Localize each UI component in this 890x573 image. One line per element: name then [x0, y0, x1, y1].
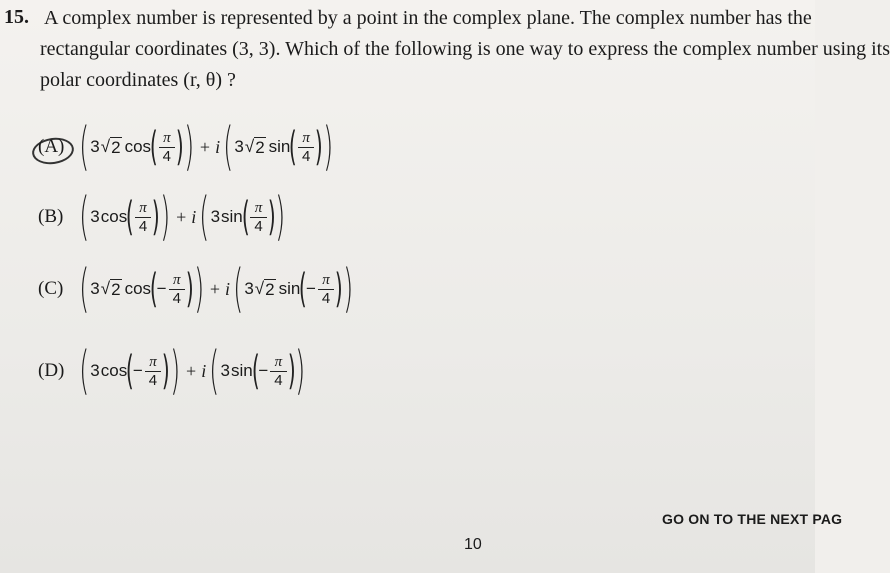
sqrt: √ 2	[244, 136, 265, 157]
fraction: $\frac{\pi}{4}$	[250, 200, 266, 235]
choice-label: (C)	[38, 278, 64, 299]
fraction: $\frac{\pi}{4}$	[135, 200, 151, 235]
question-text-line-1: A complex number is represented by a point in the complex plane. The complex number has the	[44, 7, 812, 29]
choice-expression: ( 3 √ 2 cos ( $\frac{\pi}{4}$ ) ) + i ( 3 √ 2 sin ( $\frac{\pi}{4}$ ) )	[79, 117, 334, 177]
choice-expression: ( 3 √ 2 cos ( − $\frac{\pi}{4}$ ) ) + i ( 3 √ 2 sin ( − $\frac{\pi}{4}$ ) )	[79, 259, 354, 319]
sqrt: √ 2	[254, 278, 275, 299]
choice-label: (B)	[38, 206, 64, 227]
fraction: $\frac{\pi}{4}$	[298, 130, 314, 165]
page-number: 10	[464, 536, 482, 553]
fraction: $\frac{\pi}{4}$	[159, 130, 175, 165]
choice-expression: ( 3 cos ( − $\frac{\pi}{4}$ ) ) + i ( 3 sin ( − $\frac{\pi}{4}$ ) )	[79, 341, 306, 401]
question-number: 15.	[4, 6, 29, 28]
choice-expression: ( 3 cos ( $\frac{\pi}{4}$ ) ) + i ( 3 sin ( $\frac{\pi}{4}$ ) )	[79, 187, 286, 247]
sqrt: √ 2	[100, 136, 121, 157]
choice-label: (D)	[38, 360, 65, 381]
fraction: $\frac{\pi}{4}$	[318, 272, 334, 307]
question-text-line-3: polar coordinates (r, θ) ?	[40, 69, 236, 91]
sqrt: √ 2	[100, 278, 121, 299]
go-on-footer: GO ON TO THE NEXT PAG	[662, 511, 843, 527]
question-text-line-2: rectangular coordinates (3, 3). Which of the following is one way to express the complex number using its	[40, 38, 890, 60]
fraction: $\frac{\pi}{4}$	[145, 354, 161, 389]
choice-label: (A)	[38, 136, 65, 157]
fraction: $\frac{\pi}{4}$	[270, 354, 286, 389]
fraction: $\frac{\pi}{4}$	[169, 272, 185, 307]
